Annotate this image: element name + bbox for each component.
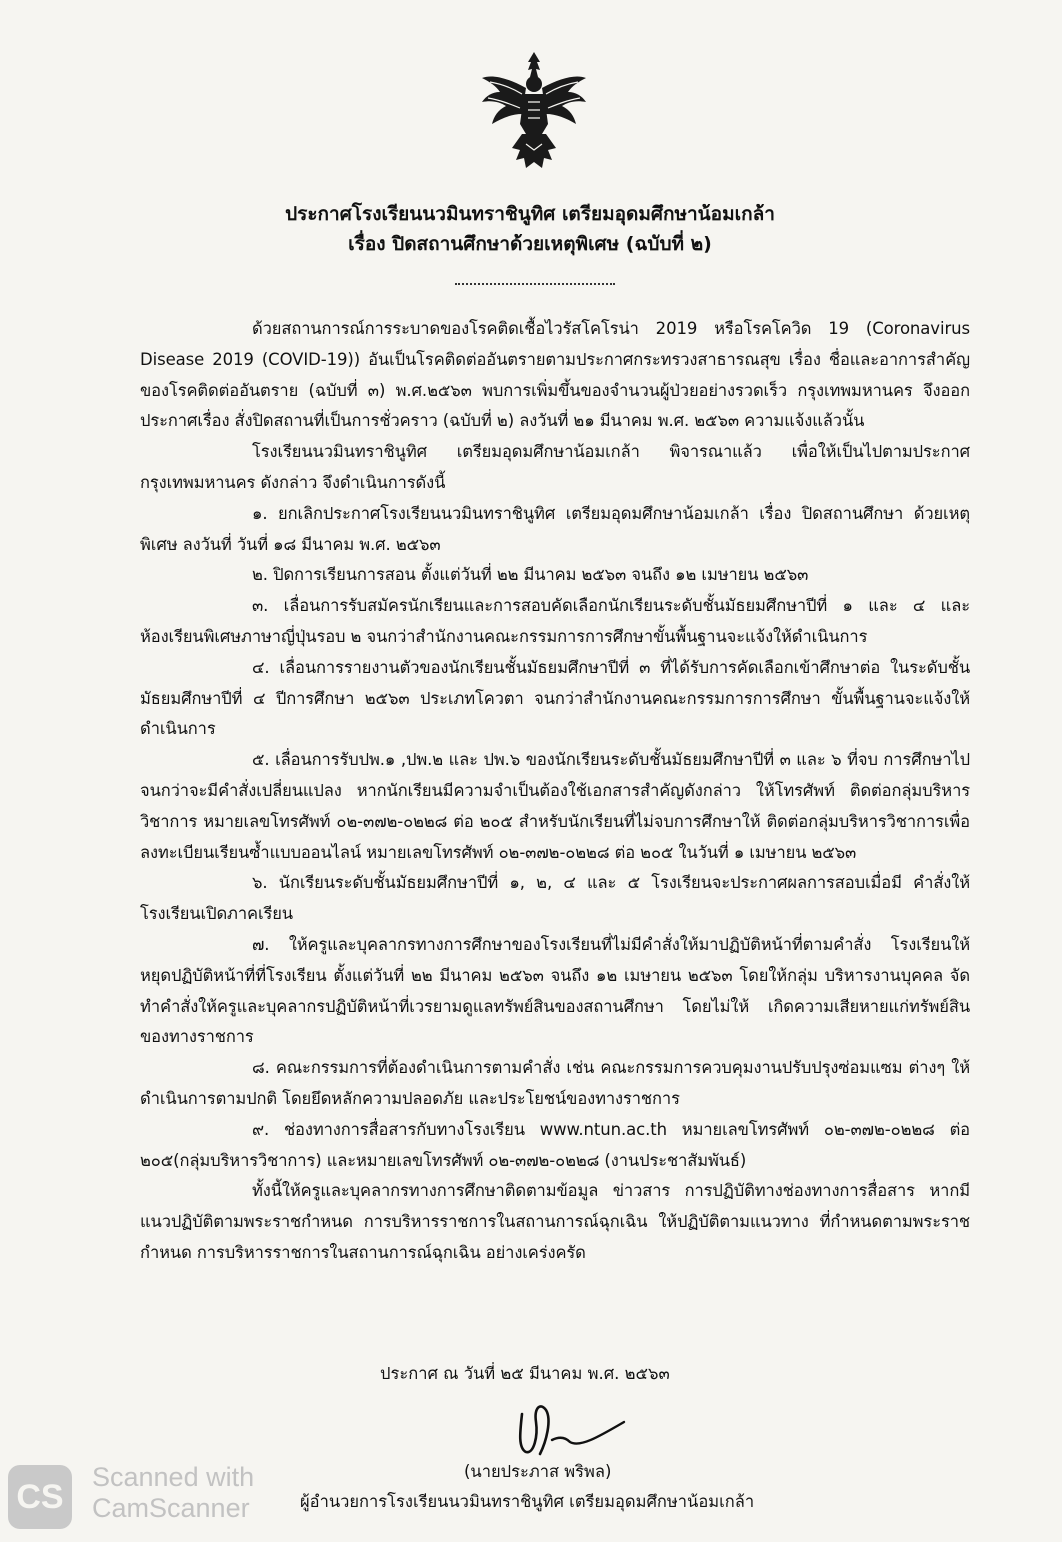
- paragraph-conclusion: ทั้งนี้ให้ครูและบุคลากรทางการศึกษาติดตามข้อมูล ข่าวสาร การปฏิบัติทางช่องทางการสื่อสาร หากมีแนวปฏิบัติตามพระราชกำหนด การบริหารราชการในสถานการณ์ฉุกเฉิน ให้ปฏิบัติตามแนวทาง ที่กำหนดตามพระราชกำหนด การบริหารราชการในสถานการณ์ฉุกเฉิน อย่างเคร่งครัด: [140, 1181, 970, 1262]
- watermark-line-2: CamScanner: [92, 1493, 250, 1523]
- paragraph-consideration: โรงเรียนนวมินทราชินูทิศ เตรียมอุดมศึกษาน้อมเกล้า พิจารณาแล้ว เพื่อให้เป็นไปตามประกาศ กรุงเทพมหานคร ดังกล่าว จึงดำเนินการดังนี้: [140, 442, 970, 492]
- signer-position: ผู้อำนวยการโรงเรียนนวมินทราชินูทิศ เตรียมอุดมศึกษาน้อมเกล้า: [300, 1492, 755, 1511]
- paragraph-item-5: ๕. เลื่อนการรับปพ.๑ ,ปพ.๒ และ ปพ.๖ ของนักเรียนระดับชั้นมัธยมศึกษาปีที่ ๓ และ ๖ ที่จบ การศึกษาไปจนกว่าจะมีคำสั่งเปลี่ยนแปลง หากนักเรียนมีความจำเป็นต้องใช้เอกสารสำคัญดังกล่าว ให้โทรศัพท์ ติดต่อกลุ่มบริหารวิชาการ หมายเลขโทรศัพท์ ๐๒-๓๗๒-๐๒๒๘ ต่อ ๒๐๕ สำหรับนักเรียนที่ไม่จบการศึกษาให้ ติดต่อกลุ่มบริหารวิชาการเพื่อลงทะเบียนเรียนซ้ำแบบออนไลน์ หมายเลขโทรศัพท์ ๐๒-๓๗๒-๐๒๒๘ ต่อ ๒๐๕ ในวันที่ ๑ เมษายน ๒๕๖๓: [140, 750, 970, 862]
- paragraph-item-8: ๘. คณะกรรมการที่ต้องดำเนินการตามคำสั่ง เช่น คณะกรรมการควบคุมงานปรับปรุงซ่อมแซม ต่างๆ ให้ดำเนินการตามปกติ โดยยึดหลักความปลอดภัย และประโยชน์ของทางราชการ: [140, 1058, 970, 1108]
- camscanner-watermark: [92, 1462, 254, 1524]
- announcement-title: ประกาศโรงเรียนนวมินทราชินูทิศ เตรียมอุดมศึกษาน้อมเกล้า: [285, 203, 775, 225]
- announcement-subject: เรื่อง ปิดสถานศึกษาด้วยเหตุพิเศษ (ฉบับที่ ๒): [348, 233, 712, 255]
- paragraph-intro: ด้วยสถานการณ์การระบาดของโรคติดเชื้อไวรัสโคโรน่า 2019 หรือโรคโควิด 19 (Coronavirus Disease 2019 (COVID-19)) อันเป็นโรคติดต่ออันตรายตามประกาศกระทรวงสาธารณสุข เรื่อง ชื่อและอาการสำคัญของโรคติดต่ออันตราย (ฉบับที่ ๓) พ.ศ.๒๕๖๓ พบการเพิ่มขึ้นของจำนวนผู้ป่วยอย่างรวดเร็ว กรุงเทพมหานคร จึงออกประกาศเรื่อง สั่งปิดสถานที่เป็นการชั่วคราว (ฉบับที่ ๒) ลงวันที่ ๒๑ มีนาคม พ.ศ. ๒๕๖๓ ความแจ้งแล้วนั้น: [140, 319, 970, 431]
- dotted-divider: [455, 283, 615, 285]
- watermark-line-1: Scanned with: [92, 1462, 255, 1492]
- paragraph-item-1: ๑. ยกเลิกประกาศโรงเรียนนวมินทราชินูทิศ เตรียมอุดมศึกษาน้อมเกล้า เรื่อง ปิดสถานศึกษา ด้วยเหตุพิเศษ ลงวันที่ วันที่ ๑๘ มีนาคม พ.ศ. ๒๕๖๓: [140, 503, 970, 554]
- signer-name: (นายประภาส พริพล): [464, 1462, 612, 1481]
- paragraph-item-2: ๒. ปิดการเรียนการสอน ตั้งแต่วันที่ ๒๒ มีนาคม ๒๕๖๓ จนถึง ๑๒ เมษายน ๒๕๖๓: [252, 565, 809, 585]
- paragraph-item-3: ๓. เลื่อนการรับสมัครนักเรียนและการสอบคัดเลือกนักเรียนระดับชั้นมัธยมศึกษาปีที่ ๑ และ ๔ และห้องเรียนพิเศษภาษาญี่ปุ่นรอบ ๒ จนกว่าสำนักงานคณะกรรมการการศึกษาขั้นพื้นฐานจะแจ้งให้ดำเนินการ: [140, 596, 970, 646]
- announcement-date: ประกาศ ณ วันที่ ๒๕ มีนาคม พ.ศ. ๒๕๖๓: [380, 1364, 670, 1383]
- paragraph-item-4: ๔. เลื่อนการรายงานตัวของนักเรียนชั้นมัธยมศึกษาปีที่ ๓ ที่ได้รับการคัดเลือกเข้าศึกษาต่อ ในระดับชั้นมัธยมศึกษาปีที่ ๔ ปีการศึกษา ๒๕๖๓ ประเภทโควตา จนกว่าสำนักงานคณะกรรมการการศึกษา ขั้นพื้นฐานจะแจ้งให้ดำเนินการ: [140, 657, 970, 739]
- camscanner-logo-icon: CS: [8, 1465, 72, 1529]
- garuda-emblem-icon: [478, 48, 590, 176]
- paragraph-item-6: ๖. นักเรียนระดับชั้นมัธยมศึกษาปีที่ ๑, ๒, ๔ และ ๕ โรงเรียนจะประกาศผลการสอบเมื่อมี คำสั่งให้โรงเรียนเปิดภาคเรียน: [140, 873, 970, 924]
- announcement-body: [140, 314, 970, 1269]
- paragraph-item-9: ๙. ช่องทางการสื่อสารกับทางโรงเรียน www.ntun.ac.th หมายเลขโทรศัพท์ ๐๒-๓๗๒-๐๒๒๘ ต่อ ๒๐๕(กลุ่มบริหารวิชาการ) และหมายเลขโทรศัพท์ ๐๒-๓๗๒-๐๒๒๘ (งานประชาสัมพันธ์): [140, 1119, 970, 1170]
- paragraph-item-7: ๗. ให้ครูและบุคลากรทางการศึกษาของโรงเรียนที่ไม่มีคำสั่งให้มาปฏิบัติหน้าที่ตามคำสั่ง โรงเรียนให้หยุดปฏิบัติหน้าที่ที่โรงเรียน ตั้งแต่วันที่ ๒๒ มีนาคม ๒๕๖๓ จนถึง ๑๒ เมษายน ๒๕๖๓ โดยให้กลุ่ม บริหารงานบุคคล จัดทำคำสั่งให้ครูและบุคลากรปฏิบัติหน้าที่เวรยามดูแลทรัพย์สินของสถานศึกษา โดยไม่ให้ เกิดความเสียหายแก่ทรัพย์สินของทางราชการ: [140, 934, 970, 1047]
- handwritten-signature: [500, 1392, 630, 1462]
